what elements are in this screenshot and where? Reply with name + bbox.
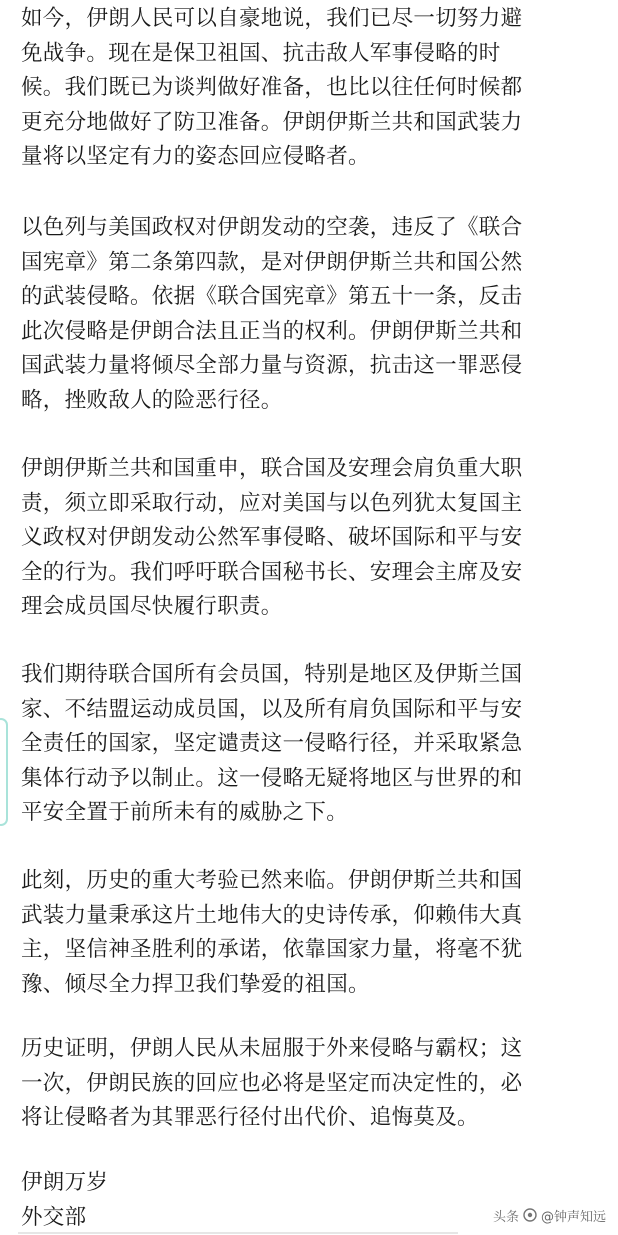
paragraph-1: 如今，伊朗人民可以自豪地说，我们已尽一切努力避 免战争。现在是保卫祖国、抗击敌人军事侵略的时 候。我们既已为谈判做好准备，也比以往任何时候都 更充分地做好了防卫准备。伊朗伊斯兰共和国武装力 量将以坚定有力的姿态回应侵略者。 xyxy=(21,6,523,169)
watermark-author: @钟声知远 xyxy=(540,1209,606,1225)
signature: 外交部 xyxy=(21,1204,87,1230)
watermark xyxy=(493,1203,606,1227)
paragraph-6: 历史证明，伊朗人民从未屈服于外来侵略与霸权；这 一次，伊朗民族的回应也必将是坚定而决定性的，必 将让侵略者为其罪恶行径付出代价、追悔莫及。 xyxy=(21,1036,523,1130)
bottom-divider xyxy=(18,1232,458,1234)
paragraph-5: 此刻，历史的重大考验已然来临。伊朗伊斯兰共和国 武装力量秉承这片土地伟大的史诗传承，仰赖伟大真 主，坚信神圣胜利的承诺，依靠国家力量，将毫不犹 豫、倾尽全力捍卫我们挚爱的祖国。 xyxy=(21,868,523,997)
toutiao-logo-icon xyxy=(523,1208,537,1222)
watermark-platform: 头条 xyxy=(492,1209,519,1225)
paragraph-3: 伊朗伊斯兰共和国重申，联合国及安理会肩负重大职 责，须立即采取行动，应对美国与以色列犹太复国主 义政权对伊朗发动公然军事侵略、破坏国际和平与安 全的行为。我们呼吁联合国秘书长、安理会主席及安 理会成员国尽快履行职责。 xyxy=(21,456,523,619)
closing-block xyxy=(21,1166,108,1235)
closing-slogan: 伊朗万岁 xyxy=(21,1170,109,1195)
paragraph-2: 以色列与美国政权对伊朗发动的空袭，违反了《联合 国宪章》第二条第四款，是对伊朗伊斯兰共和国公然 的武装侵略。依据《联合国宪章》第五十一条，反击 此次侵略是伊朗合法且正当的权利。伊朗伊斯兰共和 国武装力量将倾尽全部力量与资源，抗击这一罪恶侵 略，挫败敌人的险恶行径。 xyxy=(21,215,523,413)
left-edge-accent xyxy=(0,718,8,826)
paragraph-4: 我们期待联合国所有会员国，特别是地区及伊斯兰国 家、不结盟运动成员国，以及所有肩负国际和平与安 全责任的国家，坚定谴责这一侵略行径，并采取紧急 集体行动予以制止。这一侵略无疑将地区与世界的和 平安全置于前所未有的威胁之下。 xyxy=(21,662,523,825)
